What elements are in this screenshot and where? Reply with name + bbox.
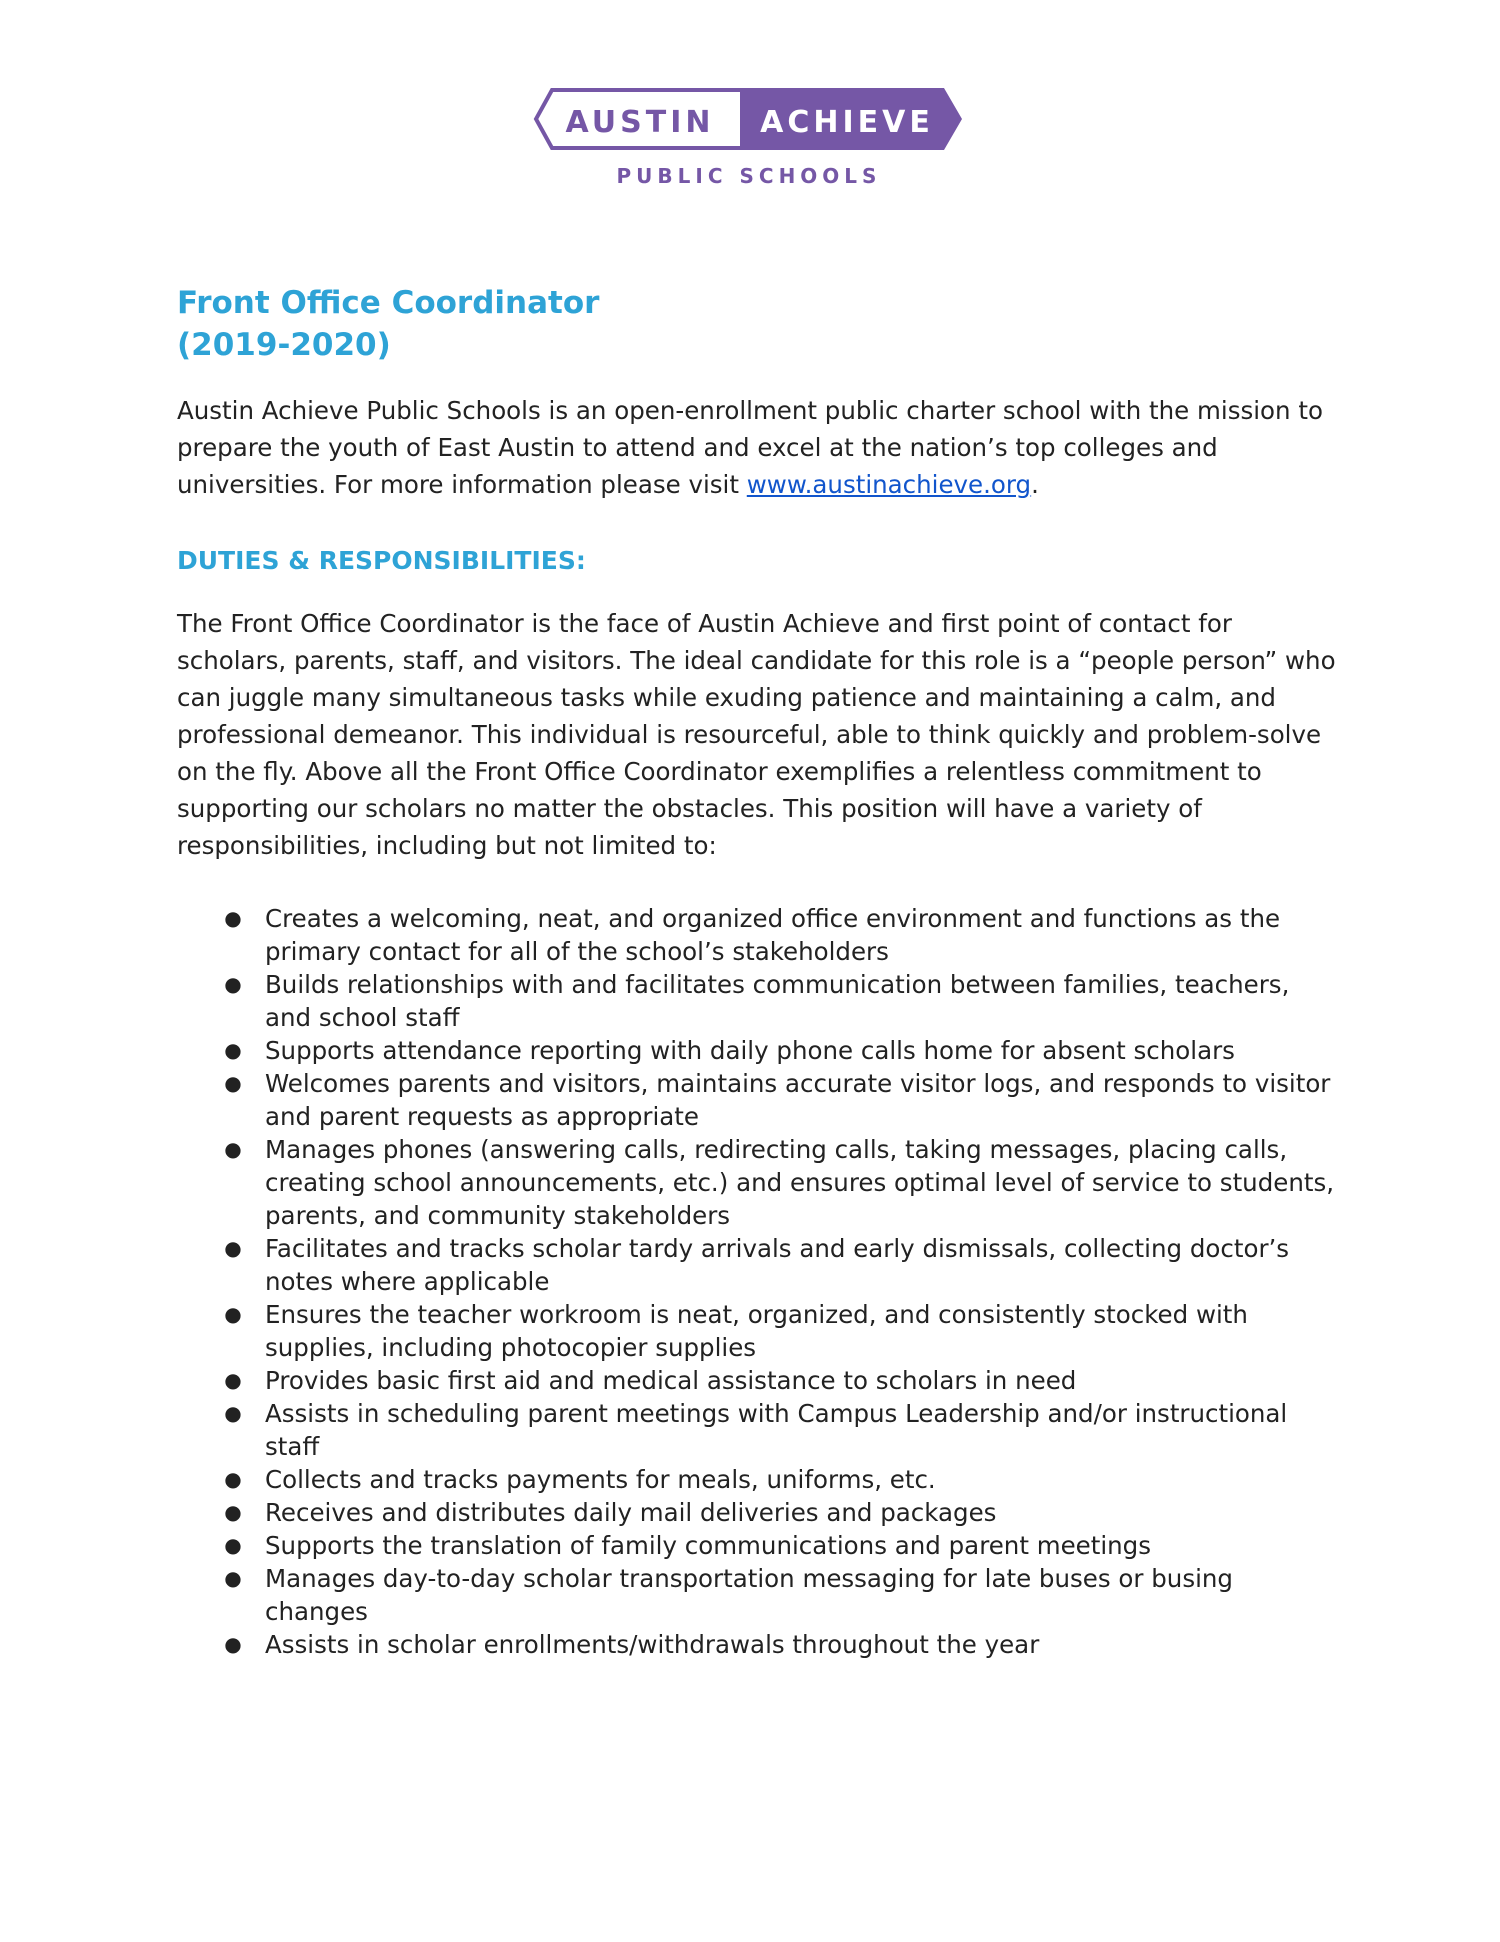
list-item-text: Manages phones (answering calls, redirecting calls, taking messages, placing calls, creating school announcements, etc.) and ensures optimal level of service to students, parents, and community stakeholders: [265, 1135, 1335, 1230]
bullet-icon: ●: [224, 1302, 242, 1326]
bullet-icon: ●: [224, 1566, 242, 1590]
bullet-icon: ●: [224, 906, 242, 930]
bullet-icon: ●: [224, 1500, 242, 1524]
list-item-text: Welcomes parents and visitors, maintains accurate visitor logs, and responds to visitor and parent requests as appropriate: [265, 1069, 1331, 1131]
bullet-icon: ●: [224, 972, 242, 996]
list-item: [224, 1364, 1337, 1397]
bullet-icon: ●: [224, 1632, 242, 1656]
logo-word-right: ACHIEVE: [760, 105, 934, 140]
duties-list: [177, 902, 1337, 1661]
list-item: [224, 1298, 1337, 1364]
list-item: [224, 1232, 1337, 1298]
bullet-icon: ●: [224, 1038, 242, 1062]
page-title: [177, 282, 1337, 366]
list-item: [224, 1529, 1337, 1562]
title-line-2: (2019-2020): [177, 327, 391, 363]
list-item: [224, 1397, 1337, 1463]
bullet-icon: ●: [224, 1368, 242, 1392]
list-item-text: Assists in scheduling parent meetings with Campus Leadership and/or instructional staff: [265, 1399, 1288, 1461]
bullet-icon: ●: [224, 1533, 242, 1557]
austin-achieve-logo: [532, 88, 966, 193]
bullet-icon: ●: [224, 1467, 242, 1491]
duties-heading: DUTIES & RESPONSIBILITIES:: [177, 546, 586, 575]
website-link[interactable]: www.austinachieve.org: [746, 470, 1032, 499]
list-item-text: Supports attendance reporting with daily phone calls home for absent scholars: [265, 1036, 1235, 1065]
list-item-text: Supports the translation of family communications and parent meetings: [265, 1531, 1151, 1560]
list-item-text: Creates a welcoming, neat, and organized office environment and functions as the primary contact for all of the school’s stakeholders: [265, 904, 1281, 966]
list-item: [224, 1628, 1337, 1661]
list-item: [224, 902, 1337, 968]
logo-word-left: AUSTIN: [565, 105, 715, 140]
bullet-icon: ●: [224, 1401, 242, 1425]
list-item: [224, 1034, 1337, 1067]
title-line-1: Front Office Coordinator: [177, 285, 600, 321]
list-item: [224, 1463, 1337, 1496]
logo-subtitle: PUBLIC SCHOOLS: [616, 164, 882, 188]
list-item-text: Facilitates and tracks scholar tardy arrivals and early dismissals, collecting doctor’s notes where applicable: [265, 1234, 1290, 1296]
bullet-icon: ●: [224, 1137, 242, 1161]
list-item-text: Receives and distributes daily mail deliveries and packages: [265, 1498, 997, 1527]
logo-graphic: [532, 88, 966, 193]
list-item: [224, 968, 1337, 1034]
list-item: [224, 1067, 1337, 1133]
intro-after-link: .: [1031, 470, 1039, 499]
bullet-icon: ●: [224, 1071, 242, 1095]
list-item-text: Collects and tracks payments for meals, uniforms, etc.: [265, 1465, 936, 1494]
intro-text: Austin Achieve Public Schools is an open-enrollment public charter school with the mission to prepare the youth of East Austin to attend and excel at the nation’s top colleges and universities. For more information please visit: [177, 396, 1323, 499]
main-content: [177, 282, 1337, 1661]
list-item-text: Ensures the teacher workroom is neat, organized, and consistently stocked with supplies, including photocopier supplies: [265, 1300, 1248, 1362]
list-item: [224, 1562, 1337, 1628]
list-item: [224, 1133, 1337, 1232]
list-item-text: Assists in scholar enrollments/withdrawals throughout the year: [265, 1630, 1040, 1659]
list-item-text: Builds relationships with and facilitates communication between families, teachers, and school staff: [265, 970, 1290, 1032]
list-item-text: Provides basic first aid and medical assistance to scholars in need: [265, 1366, 1077, 1395]
intro-paragraph: [177, 392, 1337, 503]
bullet-icon: ●: [224, 1236, 242, 1260]
duties-paragraph: The Front Office Coordinator is the face of Austin Achieve and first point of contact for scholars, parents, staff, and visitors. The ideal candidate for this role is a “people person” who can juggle many simultaneous tasks while exuding patience and maintaining a calm, and professional demeanor. This individual is resourceful, able to think quickly and problem-solve on the fly. Above all the Front Office Coordinator exemplifies a relentless commitment to supporting our scholars no matter the obstacles. This position will have a variety of responsibilities, including but not limited to:: [177, 609, 1336, 860]
list-item-text: Manages day-to-day scholar transportation messaging for late buses or busing changes: [265, 1564, 1233, 1626]
list-item: [224, 1496, 1337, 1529]
